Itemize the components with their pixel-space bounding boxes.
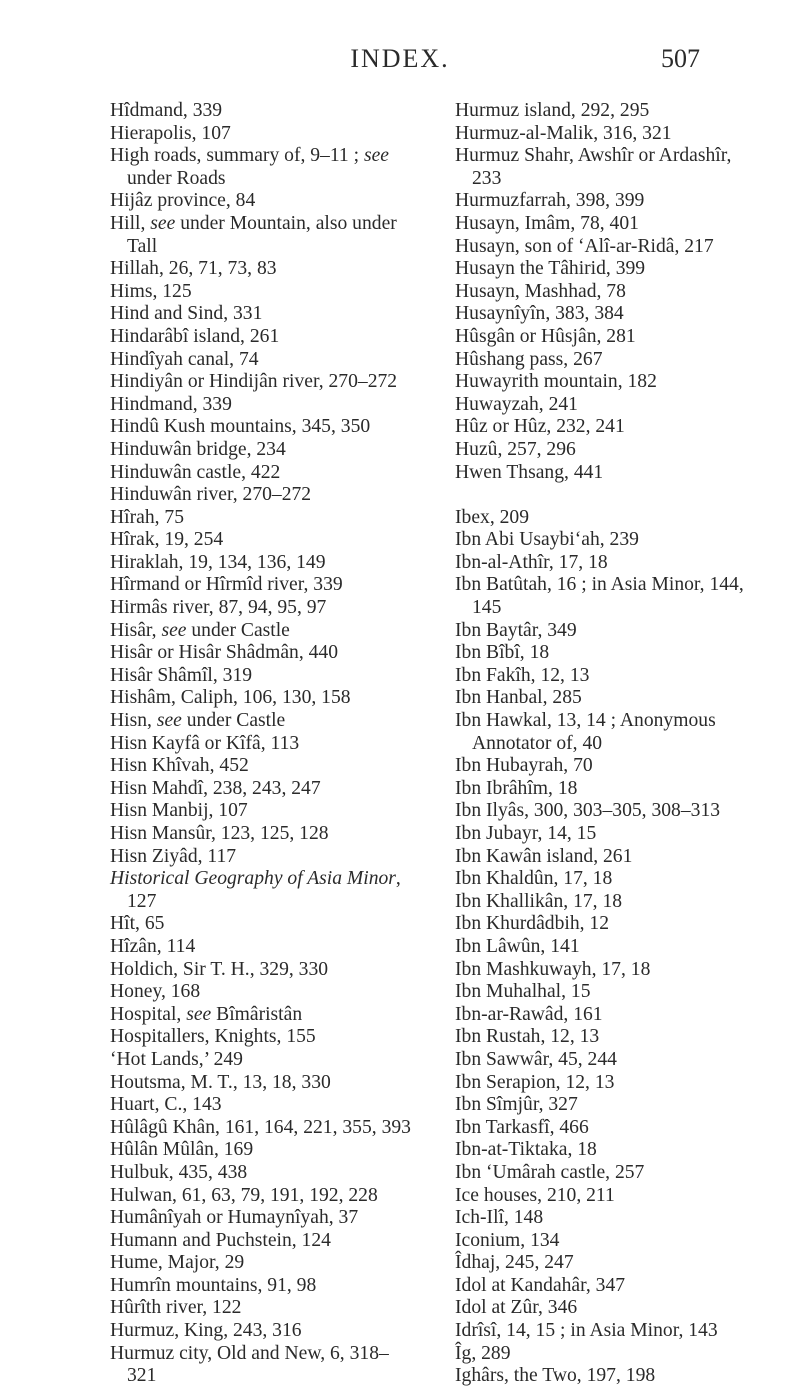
- index-entry: Husaynîyîn, 383, 384: [455, 303, 624, 325]
- index-entry: Huart, C., 143: [110, 1094, 222, 1116]
- index-entry: Ibn Abi Usaybi‘ah, 239: [455, 529, 639, 551]
- index-entry: Historical Geography of Asia Minor,: [110, 868, 401, 890]
- index-entry: Ibn Tarkasfî, 466: [455, 1116, 589, 1138]
- index-entry: Hîdmand, 339: [110, 100, 223, 121]
- index-column-right: [455, 100, 773, 1388]
- index-entry: Ibn Muhalhal, 15: [455, 981, 591, 1003]
- page-number: 507: [661, 44, 700, 73]
- index-entry: Ibn-ar-Rawâd, 161: [455, 1003, 603, 1025]
- index-entry: Ibn Mashkuwayh, 17, 18: [455, 958, 651, 980]
- index-entry: Husayn, Mashhad, 78: [455, 280, 626, 302]
- index-entry: Hishâm, Caliph, 106, 130, 158: [110, 687, 351, 709]
- index-entry: Hûrîth river, 122: [110, 1297, 242, 1319]
- index-entry: Idol at Kandahâr, 347: [455, 1274, 626, 1296]
- index-entry: Humrîn mountains, 91, 98: [110, 1274, 317, 1296]
- index-entry: Hisâr, see under Castle: [110, 619, 290, 641]
- index-entry: Ibn Sawwâr, 45, 244: [455, 1048, 617, 1070]
- index-entry: Ibn Serapion, 12, 13: [455, 1071, 615, 1093]
- index-entry: Hirmâs river, 87, 94, 95, 97: [110, 597, 327, 619]
- index-entry: Husayn, son of ‘Alî-ar-Ridâ, 217: [455, 235, 714, 257]
- index-entry: Hwen Thsang, 441: [455, 461, 604, 483]
- index-entry: Ibn Fakîh, 12, 13: [455, 664, 590, 686]
- index-entry: Ibn Ibrâhîm, 18: [455, 777, 578, 799]
- index-entry: Hurmuz city, Old and New, 6, 318–: [110, 1342, 389, 1364]
- index-entry: Îdhaj, 245, 247: [455, 1252, 574, 1274]
- index-entry: Hierapolis, 107: [110, 122, 231, 144]
- index-entry: Hisn Ziyâd, 117: [110, 845, 237, 867]
- index-entry: Hîzân, 114: [110, 935, 196, 957]
- index-entry: Ibn Rustah, 12, 13: [455, 1026, 600, 1048]
- index-entry-continuation: 145: [472, 597, 502, 619]
- index-entry: Ighârs, the Two, 197, 198: [455, 1365, 656, 1387]
- index-entry: Hûshang pass, 267: [455, 348, 603, 370]
- index-entry: Hims, 125: [110, 280, 192, 302]
- index-entry: Hume, Major, 29: [110, 1252, 245, 1274]
- index-entry: Ibn Khaldûn, 17, 18: [455, 868, 613, 890]
- italic-text: see: [150, 212, 176, 234]
- running-head-title: INDEX.: [350, 44, 450, 73]
- index-entry: Ibn Khurdâdbih, 12: [455, 913, 610, 935]
- italic-text: see: [161, 619, 187, 641]
- index-entry: Ibn Hanbal, 285: [455, 687, 582, 709]
- index-entry-continuation: 127: [127, 890, 157, 912]
- index-entry: Hît, 65: [110, 913, 165, 935]
- index-entry: Honey, 168: [110, 981, 201, 1003]
- index-entry: Hisn Mansûr, 123, 125, 128: [110, 823, 329, 844]
- index-entry: Ibn-at-Tiktaka, 18: [455, 1139, 597, 1161]
- index-entry: Ibn Sîmjûr, 327: [455, 1094, 578, 1116]
- index-entry: Hurmuz island, 292, 295: [455, 100, 650, 121]
- index-entry: Hîrmand or Hîrmîd river, 339: [110, 574, 343, 596]
- index-entry: Hîrak, 19, 254: [110, 529, 224, 551]
- index-entry: Ich-Ilî, 148: [455, 1207, 544, 1229]
- index-entry: Hurmuz, King, 243, 316: [110, 1320, 302, 1342]
- index-entry-continuation: under Roads: [127, 167, 226, 189]
- italic-text: see: [186, 1003, 212, 1025]
- index-entry: Hindû Kush mountains, 345, 350: [110, 416, 371, 438]
- index-entry: Hindiyân or Hindijân river, 270–272: [110, 371, 398, 393]
- index-entry: Ibn Hawkal, 13, 14 ; Anonymous: [455, 710, 716, 732]
- index-entry: Îg, 289: [455, 1342, 511, 1364]
- italic-text: see: [363, 145, 389, 167]
- index-entry: Ibex, 209: [455, 506, 530, 528]
- index-entry: Hîrah, 75: [110, 506, 185, 528]
- index-entry: Husayn the Tâhirid, 399: [455, 258, 646, 280]
- index-entry: Hisn Khîvah, 452: [110, 755, 249, 777]
- index-entry: Hulbuk, 435, 438: [110, 1161, 248, 1183]
- index-entry: Hisâr Shâmîl, 319: [110, 664, 253, 686]
- index-entry: Ibn Lâwûn, 141: [455, 935, 580, 957]
- index-entry: High roads, summary of, 9–11 ; see: [110, 145, 389, 167]
- index-entry: Idrîsî, 14, 15 ; in Asia Minor, 143: [455, 1320, 718, 1342]
- index-entry: Hiraklah, 19, 134, 136, 149: [110, 551, 326, 573]
- index-entry: Idol at Zûr, 346: [455, 1297, 578, 1319]
- index-entry: Hûlâgû Khân, 161, 164, 221, 355, 393: [110, 1116, 411, 1138]
- index-entry: Hindarâbî island, 261: [110, 325, 280, 347]
- italic-text: see: [156, 710, 182, 732]
- index-entry: Ibn-al-Athîr, 17, 18: [455, 551, 608, 573]
- index-entry: Ibn Khallikân, 17, 18: [455, 890, 623, 912]
- page-header: [0, 44, 800, 84]
- index-entry: Hisn, see under Castle: [110, 710, 286, 732]
- index-entry: Hûsgân or Hûsjân, 281: [455, 325, 636, 347]
- index-entry: Ice houses, 210, 211: [455, 1184, 615, 1206]
- section-gap: [455, 484, 773, 507]
- index-entry: Hillah, 26, 71, 73, 83: [110, 258, 277, 280]
- index-entry: Hindîyah canal, 74: [110, 348, 259, 370]
- index-entry: Hurmuzfarrah, 398, 399: [455, 190, 645, 212]
- index-entry: Hospital, see Bîmâristân: [110, 1003, 303, 1025]
- index-entry: Husayn, Imâm, 78, 401: [455, 212, 639, 234]
- index-entry: Ibn Jubayr, 14, 15: [455, 823, 597, 844]
- italic-text: Historical Geography of Asia Minor: [110, 868, 396, 890]
- index-entry: Hind and Sind, 331: [110, 303, 263, 325]
- index-entry: Hinduwân river, 270–272: [110, 484, 312, 506]
- index-entry: Humann and Puchstein, 124: [110, 1229, 331, 1251]
- index-entry: Hinduwân castle, 422: [110, 461, 281, 483]
- index-entry: Hijâz province, 84: [110, 190, 256, 212]
- index-entry: Hill, see under Mountain, also under: [110, 212, 397, 234]
- index-entry: Hûz or Hûz, 232, 241: [455, 416, 625, 438]
- index-entry: Ibn Bîbî, 18: [455, 642, 550, 664]
- index-entry: Ibn ‘Umârah castle, 257: [455, 1161, 645, 1183]
- index-entry: Hindmand, 339: [110, 393, 232, 415]
- index-entry: Huwayzah, 241: [455, 393, 578, 415]
- index-entry: Huzû, 257, 296: [455, 438, 576, 460]
- index-entry-continuation: 233: [472, 167, 502, 189]
- index-entry: Hisn Manbij, 107: [110, 800, 248, 822]
- index-entry: Ibn Baytâr, 349: [455, 619, 577, 641]
- index-entry: Humânîyah or Humaynîyah, 37: [110, 1207, 359, 1229]
- index-entry: Hûlân Mûlân, 169: [110, 1139, 254, 1161]
- index-entry: ‘Hot Lands,’ 249: [110, 1048, 243, 1070]
- index-column-left: [110, 100, 410, 1388]
- index-entry: Huwayrith mountain, 182: [455, 371, 657, 393]
- index-entry: Ibn Hubayrah, 70: [455, 755, 593, 777]
- index-entry-continuation: Annotator of, 40: [472, 732, 603, 754]
- index-entry: Ibn Ilyâs, 300, 303–305, 308–313: [455, 800, 721, 822]
- index-entry: Hisn Mahdî, 238, 243, 247: [110, 777, 321, 799]
- index-entry: Hinduwân bridge, 234: [110, 438, 286, 460]
- index-entry: Ibn Kawân island, 261: [455, 845, 633, 867]
- index-entry: Hisn Kayfâ or Kîfâ, 113: [110, 732, 300, 754]
- index-entry: Ibn Batûtah, 16 ; in Asia Minor, 144,: [455, 574, 744, 596]
- index-entry: Iconium, 134: [455, 1229, 560, 1251]
- index-entry: Hurmuz Shahr, Awshîr or Ardashîr,: [455, 145, 732, 167]
- index-entry: Holdich, Sir T. H., 329, 330: [110, 958, 329, 980]
- index-entry: Hulwan, 61, 63, 79, 191, 192, 228: [110, 1184, 378, 1206]
- index-entry: Hospitallers, Knights, 155: [110, 1026, 316, 1048]
- index-entry: Houtsma, M. T., 13, 18, 330: [110, 1071, 331, 1093]
- index-entry-continuation: 321: [127, 1365, 157, 1387]
- index-entry: Hurmuz-al-Malik, 316, 321: [455, 122, 672, 144]
- index-entry-continuation: Tall: [127, 235, 158, 257]
- index-entry: Hisâr or Hisâr Shâdmân, 440: [110, 642, 339, 664]
